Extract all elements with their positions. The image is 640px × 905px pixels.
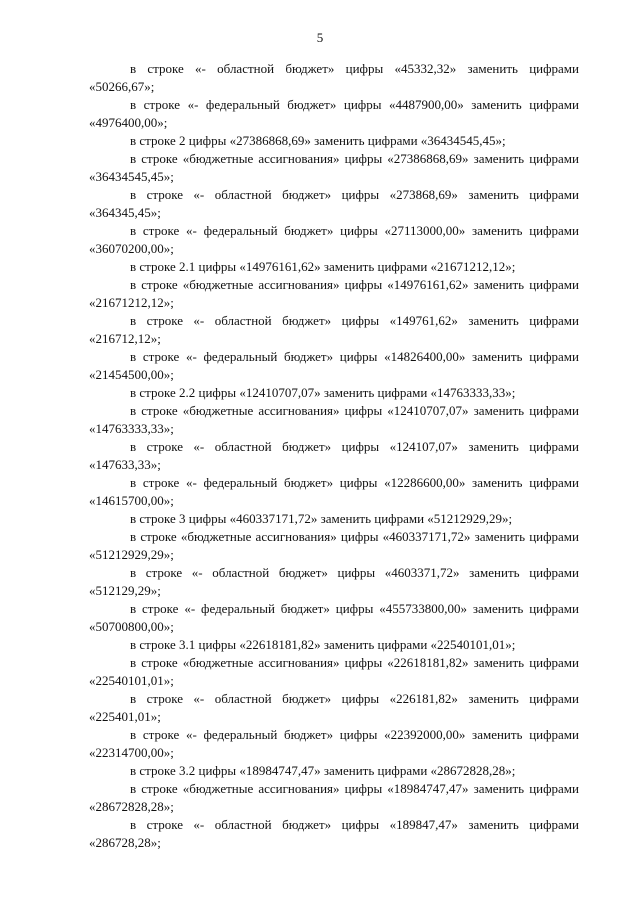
paragraph: в строке 3 цифры «460337171,72» заменить цифрами «51212929,29»; bbox=[130, 511, 513, 526]
paragraph: в строке «- федеральный бюджет» цифры «12286600,00» заменить цифрами «14615700,00»; bbox=[89, 475, 579, 508]
paragraph: в строке «- федеральный бюджет» цифры «22392000,00» заменить цифрами «22314700,00»; bbox=[89, 727, 579, 760]
paragraph: в строке «- федеральный бюджет» цифры «27113000,00» заменить цифрами «36070200,00»; bbox=[89, 223, 579, 256]
paragraph: в строке «- областной бюджет» цифры «4603371,72» заменить цифрами «512129,29»; bbox=[89, 565, 579, 598]
paragraph: в строке 2.2 цифры «12410707,07» заменить цифрами «14763333,33»; bbox=[130, 385, 516, 400]
paragraph: в строке «бюджетные ассигнования» цифры «14976161,62» заменить цифрами «21671212,12»; bbox=[89, 277, 579, 310]
paragraph: в строке «бюджетные ассигнования» цифры «12410707,07» заменить цифрами «14763333,33»; bbox=[89, 403, 579, 436]
paragraph: в строке 3.1 цифры «22618181,82» заменить цифрами «22540101,01»; bbox=[130, 637, 516, 652]
paragraph: в строке «бюджетные ассигнования» цифры «27386868,69» заменить цифрами «36434545,45»; bbox=[89, 151, 579, 184]
paragraph: в строке «- федеральный бюджет» цифры «455733800,00» заменить цифрами «50700800,00»; bbox=[89, 601, 579, 634]
paragraph: в строке «бюджетные ассигнования» цифры «18984747,47» заменить цифрами «28672828,28»; bbox=[89, 781, 579, 814]
paragraph: в строке «- областной бюджет» цифры «149761,62» заменить цифрами «216712,12»; bbox=[89, 313, 579, 346]
paragraph: в строке «- областной бюджет» цифры «189847,47» заменить цифрами «286728,28»; bbox=[89, 817, 579, 850]
page-number: 5 bbox=[316, 30, 324, 45]
paragraph: в строке «- федеральный бюджет» цифры «4487900,00» заменить цифрами «4976400,00»; bbox=[89, 97, 579, 130]
paragraph: в строке «- областной бюджет» цифры «45332,32» заменить цифрами «50266,67»; bbox=[89, 61, 579, 94]
document-body bbox=[89, 60, 579, 852]
paragraph: в строке 2 цифры «27386868,69» заменить цифрами «36434545,45»; bbox=[130, 133, 506, 148]
paragraph: в строке 3.2 цифры «18984747,47» заменить цифрами «28672828,28»; bbox=[130, 763, 516, 778]
paragraph: в строке «бюджетные ассигнования» цифры «22618181,82» заменить цифрами «22540101,01»; bbox=[89, 655, 579, 688]
paragraph: в строке «бюджетные ассигнования» цифры «460337171,72» заменить цифрами «51212929,29»; bbox=[89, 529, 579, 562]
paragraph: в строке «- федеральный бюджет» цифры «14826400,00» заменить цифрами «21454500,00»; bbox=[89, 349, 579, 382]
paragraph: в строке 2.1 цифры «14976161,62» заменить цифрами «21671212,12»; bbox=[130, 259, 516, 274]
paragraph: в строке «- областной бюджет» цифры «273868,69» заменить цифрами «364345,45»; bbox=[89, 187, 579, 220]
paragraph: в строке «- областной бюджет» цифры «124107,07» заменить цифрами «147633,33»; bbox=[89, 439, 579, 472]
paragraph: в строке «- областной бюджет» цифры «226181,82» заменить цифрами «225401,01»; bbox=[89, 691, 579, 724]
